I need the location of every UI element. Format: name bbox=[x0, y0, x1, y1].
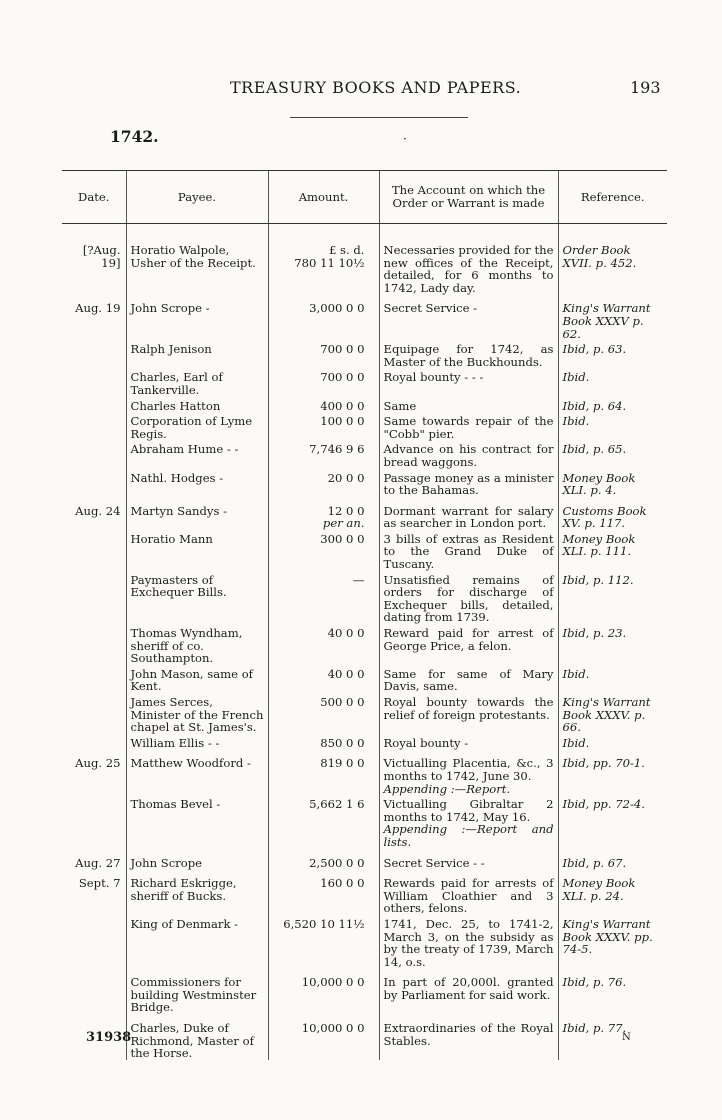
payee-cell-text: Thomas Wyndham, sheriff of co. Southampton. bbox=[130, 626, 243, 666]
account-cell bbox=[379, 849, 558, 870]
amount-cell-text: 20 0 0 bbox=[327, 470, 365, 485]
account-cell-text: 3 bills of extras as Resident to the Grand Duke of Tuscany. bbox=[383, 531, 554, 572]
amount-cell bbox=[268, 571, 379, 624]
payee-cell-text: Paymasters of Exchequer Bills. bbox=[130, 572, 227, 600]
account-cell bbox=[379, 412, 558, 440]
reference-cell bbox=[558, 530, 667, 571]
account-cell-text: Same for same of Mary Davis, same. bbox=[383, 666, 554, 694]
date-cell bbox=[62, 665, 126, 693]
account-cell-text: Royal bounty towards the relief of foreign protestants. bbox=[383, 695, 554, 722]
amount-cell bbox=[268, 665, 379, 693]
reference-cell bbox=[558, 571, 667, 624]
date-cell bbox=[62, 915, 126, 968]
amount-cell bbox=[268, 734, 379, 750]
account-cell-text: Necessaries provided for the new offices of the Receipt, detailed, for 6 months to 1742, Lady day. bbox=[383, 243, 554, 295]
date-cell-text: Sept. 7 bbox=[78, 876, 121, 891]
reference-cell-text: Ibid, p. 77. bbox=[562, 1021, 627, 1036]
col-header-payee: Payee. bbox=[126, 171, 268, 224]
account-cell-text: Victualling Gibraltar 2 months to 1742, May 16. bbox=[383, 797, 554, 824]
table-row bbox=[62, 397, 667, 413]
payee-cell bbox=[126, 968, 268, 1014]
account-cell bbox=[379, 368, 558, 396]
reference-cell bbox=[558, 412, 667, 440]
payee-cell bbox=[126, 412, 268, 440]
reference-cell-text: King's Warrant Book XXXV. pp. 74-5. bbox=[562, 916, 653, 957]
amount-cell-text: 160 0 0 bbox=[320, 876, 365, 891]
account-cell-text: Dormant warrant for salary as searcher in London port. bbox=[383, 503, 554, 531]
account-cell-text: Secret Service - - bbox=[383, 855, 485, 870]
amount-cell bbox=[268, 968, 379, 1014]
payee-cell bbox=[126, 368, 268, 396]
account-cell-text: Equipage for 1742, as Master of the Buckhounds. bbox=[383, 342, 554, 369]
reference-cell bbox=[558, 968, 667, 1014]
reference-cell bbox=[558, 915, 667, 968]
payee-cell bbox=[126, 397, 268, 413]
payee-cell-text: Horatio Walpole, Usher of the Receipt. bbox=[130, 243, 256, 270]
table-row bbox=[62, 624, 667, 665]
account-cell-text: Same bbox=[383, 398, 417, 413]
reference-cell-text: Ibid, p. 63. bbox=[562, 342, 627, 357]
amount-cell-text: 3,000 0 0 bbox=[309, 301, 365, 316]
amount-cell-text: 300 0 0 bbox=[320, 531, 365, 546]
amount-cell bbox=[268, 1014, 379, 1060]
table-row bbox=[62, 1014, 667, 1060]
payee-cell-text: Thomas Bevel - bbox=[130, 797, 221, 812]
account-note: Appending :—Report. bbox=[383, 781, 511, 796]
date-cell bbox=[62, 849, 126, 870]
account-cell bbox=[379, 693, 558, 734]
date-cell-text: [?Aug. 19] bbox=[82, 243, 121, 270]
amount-cell-text: 700 0 0 bbox=[320, 342, 365, 357]
account-cell-text: 1741, Dec. 25, to 1741-2, March 3, on the subsidy as by the treaty of 1739, March 14, o.s. bbox=[383, 916, 554, 969]
amount-cell bbox=[268, 693, 379, 734]
date-cell bbox=[62, 693, 126, 734]
year-heading: 1742. bbox=[110, 127, 159, 146]
payee-cell bbox=[126, 693, 268, 734]
reference-cell-text: Ibid, pp. 70-1. bbox=[562, 756, 645, 771]
footer-mark: N bbox=[622, 1032, 631, 1043]
amount-cell bbox=[268, 869, 379, 915]
reference-cell bbox=[558, 624, 667, 665]
account-cell bbox=[379, 869, 558, 915]
payee-cell-text: Charles Hatton bbox=[130, 398, 221, 413]
account-cell-text: Victualling Placentia, &c., 3 months to 1742, June 30. bbox=[383, 756, 554, 783]
amount-cell-text: 100 0 0 bbox=[320, 414, 365, 429]
amount-cell-text: 2,500 0 0 bbox=[309, 855, 365, 870]
payee-cell-text: Commissioners for building Westminster Bridge. bbox=[130, 975, 257, 1015]
amount-units: £ s. d. bbox=[329, 243, 365, 257]
amount-cell bbox=[268, 849, 379, 870]
date-cell-text: Aug. 19 bbox=[75, 301, 121, 316]
payee-cell bbox=[126, 624, 268, 665]
payee-cell bbox=[126, 1014, 268, 1060]
account-note: Appending :—Report and lists. bbox=[383, 822, 554, 849]
payee-cell-text: William Ellis - - bbox=[130, 735, 220, 750]
amount-cell-text: 819 0 0 bbox=[320, 756, 365, 771]
account-cell bbox=[379, 294, 558, 340]
amount-note: per an. bbox=[322, 516, 365, 531]
amount-cell-text: 40 0 0 bbox=[327, 666, 365, 681]
date-cell bbox=[62, 497, 126, 530]
date-cell bbox=[62, 397, 126, 413]
account-cell bbox=[379, 469, 558, 497]
account-cell-text: Royal bounty - bbox=[383, 735, 469, 750]
date-cell-text: Aug. 27 bbox=[75, 855, 121, 870]
date-cell bbox=[62, 469, 126, 497]
reference-cell bbox=[558, 849, 667, 870]
amount-cell-text: 10,000 0 0 bbox=[301, 1021, 365, 1036]
date-cell bbox=[62, 224, 126, 295]
date-cell bbox=[62, 368, 126, 396]
amount-cell-text: 500 0 0 bbox=[320, 695, 365, 709]
header-rule bbox=[290, 117, 468, 118]
payee-cell bbox=[126, 440, 268, 468]
reference-cell-text: Ibid, p. 76. bbox=[562, 975, 627, 990]
table-row bbox=[62, 915, 667, 968]
table-row bbox=[62, 224, 667, 295]
date-cell bbox=[62, 749, 126, 795]
date-cell bbox=[62, 440, 126, 468]
running-title: TREASURY BOOKS AND PAPERS. bbox=[230, 78, 522, 97]
payee-cell-text: Charles, Duke of Richmond, Master of the Horse. bbox=[130, 1021, 254, 1061]
col-header-date: Date. bbox=[62, 171, 126, 224]
amount-cell bbox=[268, 224, 379, 295]
amount-cell bbox=[268, 469, 379, 497]
payee-cell bbox=[126, 224, 268, 295]
table-row bbox=[62, 665, 667, 693]
payee-cell-text: Corporation of Lyme Regis. bbox=[130, 414, 253, 441]
amount-cell bbox=[268, 497, 379, 530]
date-cell bbox=[62, 869, 126, 915]
payee-cell bbox=[126, 915, 268, 968]
account-cell-text: Advance on his contract for bread waggons. bbox=[383, 442, 554, 469]
payee-cell bbox=[126, 665, 268, 693]
amount-cell bbox=[268, 530, 379, 571]
payee-cell bbox=[126, 869, 268, 915]
reference-cell-text: Ibid, p. 112. bbox=[562, 572, 634, 587]
col-header-amount: Amount. bbox=[268, 171, 379, 224]
payee-cell bbox=[126, 469, 268, 497]
payee-cell-text: John Scrope bbox=[130, 855, 202, 870]
account-cell bbox=[379, 734, 558, 750]
running-header bbox=[0, 76, 722, 100]
amount-cell-text: 780 11 10½ bbox=[294, 255, 365, 270]
date-cell bbox=[62, 294, 126, 340]
payee-cell-text: John Mason, same of Kent. bbox=[130, 666, 253, 694]
amount-cell bbox=[268, 440, 379, 468]
reference-cell-text: Money Book XLI. p. 4. bbox=[562, 470, 636, 498]
account-cell bbox=[379, 795, 558, 848]
reference-cell bbox=[558, 397, 667, 413]
col-header-reference: Reference. bbox=[558, 171, 667, 224]
account-cell-text: Royal bounty - - - bbox=[383, 370, 484, 385]
date-cell bbox=[62, 412, 126, 440]
table-row bbox=[62, 497, 667, 530]
table-row bbox=[62, 571, 667, 624]
reference-cell-text: Ibid. bbox=[562, 666, 590, 681]
table-row bbox=[62, 340, 667, 368]
table-row bbox=[62, 795, 667, 848]
table-row bbox=[62, 869, 667, 915]
account-cell-text: Unsatisfied remains of orders for discharge of Exchequer bills, detailed, dating from 1739. bbox=[383, 572, 554, 625]
payee-cell-text: Charles, Earl of Tankerville. bbox=[130, 370, 223, 397]
table-header-row bbox=[62, 171, 667, 224]
date-cell bbox=[62, 340, 126, 368]
reference-cell bbox=[558, 368, 667, 396]
reference-cell bbox=[558, 795, 667, 848]
account-cell bbox=[379, 749, 558, 795]
date-cell bbox=[62, 795, 126, 848]
table-row bbox=[62, 968, 667, 1014]
payee-cell bbox=[126, 749, 268, 795]
account-cell bbox=[379, 530, 558, 571]
amount-cell-text: 5,662 1 6 bbox=[309, 797, 365, 812]
date-cell bbox=[62, 624, 126, 665]
reference-cell-text: King's Warrant Book XXXV. p. 66. bbox=[562, 695, 651, 735]
payee-cell-text: John Scrope - bbox=[130, 301, 210, 316]
reference-cell bbox=[558, 1014, 667, 1060]
reference-cell bbox=[558, 294, 667, 340]
payee-cell-text: Ralph Jenison bbox=[130, 342, 212, 357]
payee-cell bbox=[126, 530, 268, 571]
reference-cell bbox=[558, 224, 667, 295]
date-cell bbox=[62, 530, 126, 571]
amount-cell bbox=[268, 294, 379, 340]
reference-cell-text: Ibid, p. 67. bbox=[562, 855, 627, 870]
amount-cell-text: 850 0 0 bbox=[320, 735, 365, 750]
payee-cell bbox=[126, 294, 268, 340]
stray-mark: · bbox=[403, 132, 407, 146]
amount-cell-text: 400 0 0 bbox=[320, 398, 365, 413]
table-row bbox=[62, 734, 667, 750]
reference-cell-text: King's Warrant Book XXXV p. 62. bbox=[562, 301, 651, 341]
amount-cell bbox=[268, 340, 379, 368]
payee-cell bbox=[126, 340, 268, 368]
payee-cell-text: Richard Eskrigge, sheriff of Bucks. bbox=[130, 876, 237, 903]
reference-cell-text: Ibid, p. 64. bbox=[562, 398, 627, 413]
reference-cell-text: Order Book XVII. p. 452. bbox=[562, 243, 637, 270]
reference-cell bbox=[558, 340, 667, 368]
amount-cell-text: 40 0 0 bbox=[327, 626, 365, 641]
account-cell-text: Same towards repair of the "Cobb" pier. bbox=[383, 414, 554, 441]
account-cell bbox=[379, 440, 558, 468]
payee-cell-text: King of Denmark - bbox=[130, 916, 239, 931]
payee-cell bbox=[126, 795, 268, 848]
amount-cell-text: 12 0 0 bbox=[327, 503, 365, 518]
amount-cell bbox=[268, 915, 379, 968]
amount-cell bbox=[268, 749, 379, 795]
amount-cell bbox=[268, 624, 379, 665]
account-cell bbox=[379, 397, 558, 413]
payee-cell-text: Martyn Sandys - bbox=[130, 503, 228, 518]
payee-cell bbox=[126, 497, 268, 530]
payee-cell-text: Abraham Hume - - bbox=[130, 442, 239, 457]
account-cell-text: Rewards paid for arrests of William Cloathier and 3 others, felons. bbox=[383, 876, 554, 916]
payee-cell-text: James Serces, Minister of the French chapel at St. James's. bbox=[130, 695, 264, 735]
reference-cell bbox=[558, 869, 667, 915]
account-cell bbox=[379, 624, 558, 665]
reference-cell bbox=[558, 734, 667, 750]
date-cell-text: Aug. 24 bbox=[75, 503, 121, 518]
treasury-table bbox=[62, 170, 667, 1060]
amount-cell bbox=[268, 397, 379, 413]
payee-cell bbox=[126, 571, 268, 624]
date-cell bbox=[62, 734, 126, 750]
amount-cell-text: 7,746 9 6 bbox=[309, 442, 365, 457]
amount-cell-text: — bbox=[352, 572, 365, 587]
reference-cell bbox=[558, 749, 667, 795]
table-row bbox=[62, 440, 667, 468]
reference-cell-text: Ibid. bbox=[562, 414, 590, 429]
amount-cell bbox=[268, 368, 379, 396]
amount-cell bbox=[268, 412, 379, 440]
table-row bbox=[62, 849, 667, 870]
amount-cell-text: 700 0 0 bbox=[320, 370, 365, 385]
reference-cell bbox=[558, 469, 667, 497]
table-row bbox=[62, 368, 667, 396]
reference-cell-text: Ibid. bbox=[562, 735, 590, 750]
account-cell-text: Secret Service - bbox=[383, 301, 478, 316]
reference-cell-text: Money Book XLI. p. 111. bbox=[562, 531, 636, 559]
account-cell bbox=[379, 571, 558, 624]
account-cell bbox=[379, 224, 558, 295]
reference-cell bbox=[558, 497, 667, 530]
reference-cell-text: Ibid. bbox=[562, 370, 590, 385]
amount-cell bbox=[268, 795, 379, 848]
account-cell bbox=[379, 968, 558, 1014]
payee-cell bbox=[126, 849, 268, 870]
table-row bbox=[62, 412, 667, 440]
col-header-account: The Account on which the Order or Warrant is made bbox=[379, 171, 558, 224]
account-cell bbox=[379, 1014, 558, 1060]
reference-cell bbox=[558, 665, 667, 693]
payee-cell-text: Matthew Woodford - bbox=[130, 756, 251, 771]
account-cell-text: Passage money as a minister to the Bahamas. bbox=[383, 470, 554, 498]
account-cell bbox=[379, 497, 558, 530]
payee-cell-text: Nathl. Hodges - bbox=[130, 470, 224, 485]
date-cell bbox=[62, 571, 126, 624]
reference-cell bbox=[558, 440, 667, 468]
table-row bbox=[62, 749, 667, 795]
account-cell bbox=[379, 915, 558, 968]
table-row bbox=[62, 294, 667, 340]
amount-cell-text: 6,520 10 11½ bbox=[283, 916, 365, 931]
date-cell-text: Aug. 25 bbox=[75, 756, 121, 771]
account-cell bbox=[379, 665, 558, 693]
table-row bbox=[62, 469, 667, 497]
reference-cell-text: Ibid, p. 65. bbox=[562, 442, 627, 457]
account-cell bbox=[379, 340, 558, 368]
payee-cell-text: Horatio Mann bbox=[130, 531, 213, 546]
reference-cell-text: Ibid, pp. 72-4. bbox=[562, 797, 645, 812]
reference-cell bbox=[558, 693, 667, 734]
account-cell-text: Reward paid for arrest of George Price, a felon. bbox=[383, 626, 554, 653]
reference-cell-text: Money Book XLI. p. 24. bbox=[562, 876, 636, 903]
date-cell bbox=[62, 968, 126, 1014]
account-cell-text: Extraordinaries of the Royal Stables. bbox=[383, 1021, 554, 1048]
table-row bbox=[62, 693, 667, 734]
table-row bbox=[62, 530, 667, 571]
page-number: 193 bbox=[630, 78, 661, 97]
amount-cell-text: 10,000 0 0 bbox=[301, 975, 365, 990]
footer-signature: 31938 bbox=[86, 1030, 132, 1045]
reference-cell-text: Customs Book XV. p. 117. bbox=[562, 503, 647, 531]
payee-cell bbox=[126, 734, 268, 750]
account-cell-text: In part of 20,000l. granted by Parliament for said work. bbox=[383, 975, 554, 1002]
reference-cell-text: Ibid, p. 23. bbox=[562, 626, 627, 641]
